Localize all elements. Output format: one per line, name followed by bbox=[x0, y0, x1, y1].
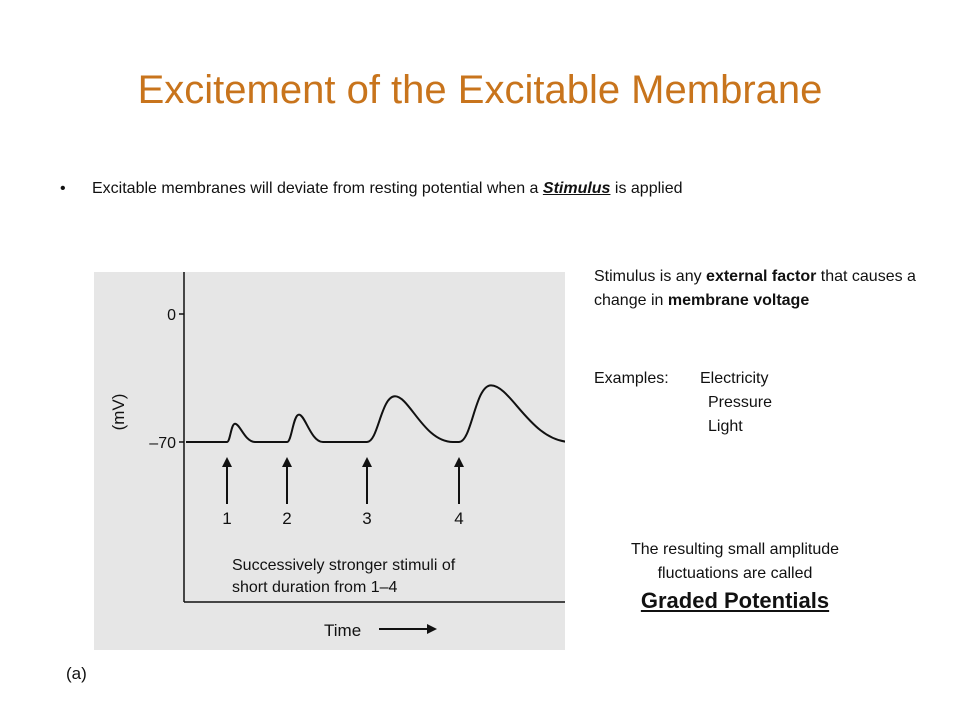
example-electricity: Electricity bbox=[700, 370, 769, 387]
result-line-2: fluctuations are called bbox=[657, 565, 813, 582]
definition-part2: that causes a change in bbox=[594, 268, 916, 309]
annotation-line-2: short duration from 1–4 bbox=[232, 579, 398, 596]
stimuli-group bbox=[222, 462, 463, 528]
y-axis-label: (mV) bbox=[109, 393, 128, 431]
bullet-emphasis-stimulus: Stimulus bbox=[542, 180, 611, 197]
y-tick-label-0: 0 bbox=[167, 307, 176, 324]
annotation-line-1: Successively stronger stimuli of bbox=[232, 557, 456, 574]
panel-label: (a) bbox=[66, 664, 87, 683]
example-light: Light bbox=[708, 418, 743, 435]
slide-title: Excitement of the Excitable Membrane bbox=[137, 68, 823, 112]
stimulus-label-2: 2 bbox=[282, 509, 292, 528]
definition-text bbox=[594, 265, 924, 313]
bullet-text bbox=[92, 180, 683, 198]
stimulus-label-1: 1 bbox=[222, 509, 232, 528]
bullet-dot: • bbox=[60, 180, 66, 197]
stimulus-definition bbox=[594, 265, 924, 313]
bullet-text-before: Excitable membranes will deviate from resting potential when a bbox=[92, 180, 543, 197]
examples-label: Examples: bbox=[594, 370, 669, 387]
definition-part1: Stimulus is any bbox=[594, 268, 707, 285]
membrane-potential-trace bbox=[186, 385, 565, 442]
stimulus-label-4: 4 bbox=[454, 509, 464, 528]
result-text bbox=[580, 538, 890, 586]
graded-potential-chart bbox=[94, 272, 565, 650]
chart-svg bbox=[94, 272, 565, 650]
example-pressure: Pressure bbox=[708, 394, 773, 411]
x-axis-label: Time bbox=[324, 621, 362, 640]
definition-bold-external-factor: external factor bbox=[706, 268, 817, 285]
graded-potentials-term: Graded Potentials bbox=[640, 588, 830, 613]
bullet-text-after: is applied bbox=[610, 180, 683, 197]
stimulus-label-3: 3 bbox=[362, 509, 372, 528]
result-line-1: The resulting small amplitude bbox=[630, 541, 840, 558]
definition-bold-membrane-voltage: membrane voltage bbox=[667, 292, 810, 309]
y-tick-label-minus70: –70 bbox=[149, 435, 176, 452]
